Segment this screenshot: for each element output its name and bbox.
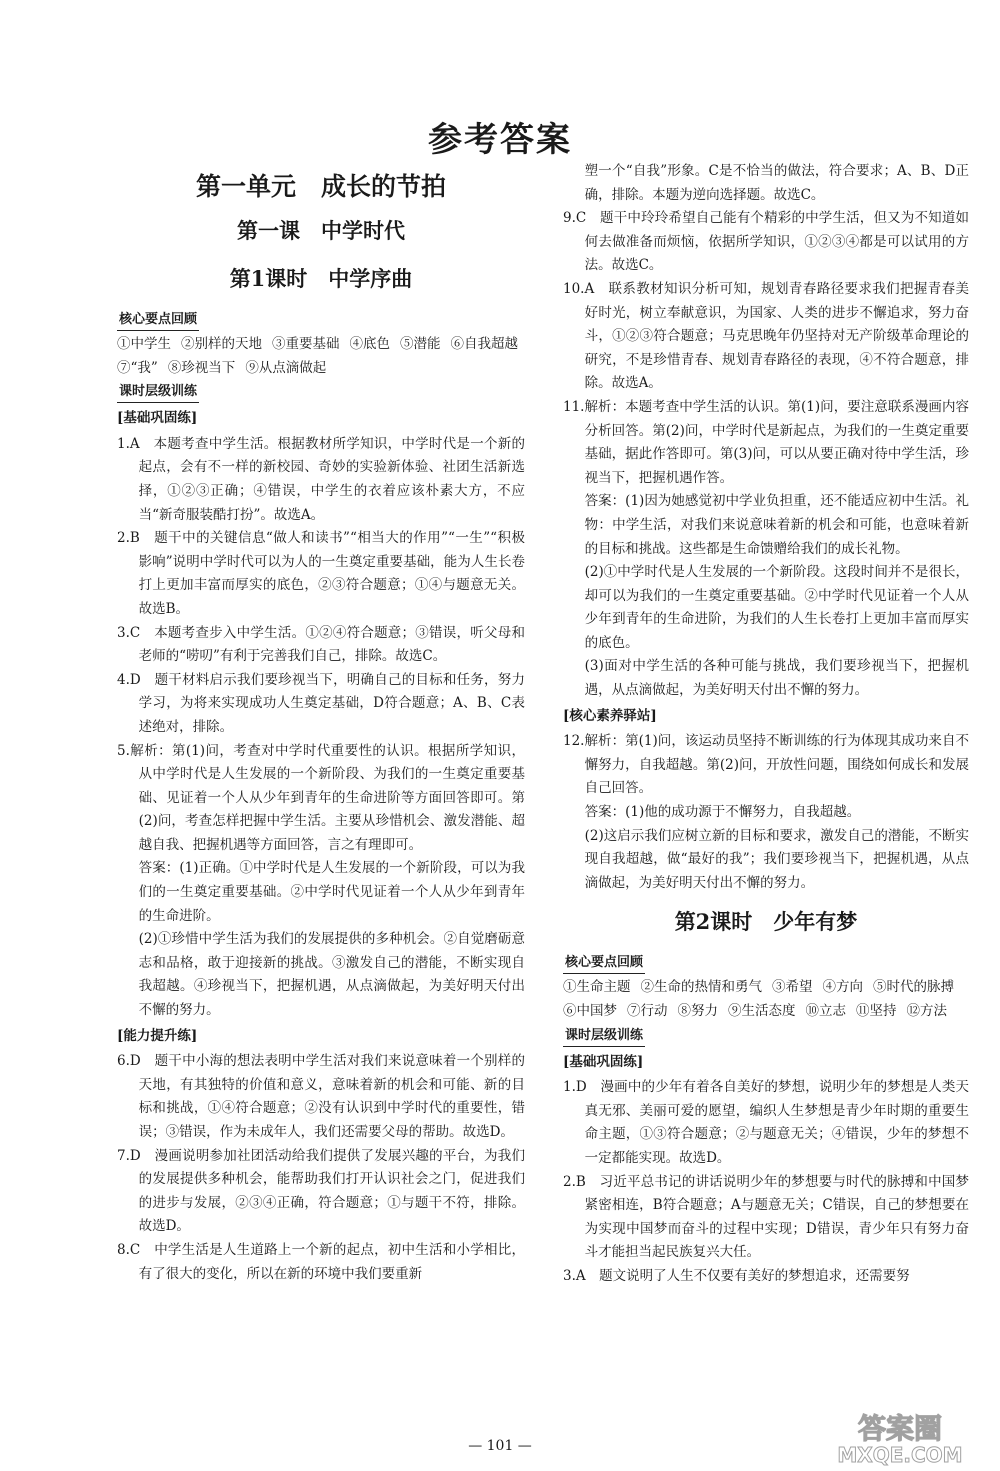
answer-item: 3.A 题文说明了人生不仅要有美好的梦想追求，还需要努	[563, 1267, 910, 1284]
answer-item: 9.C 题干中玲玲希望自己能有个精彩的中学生活，但又为不知道如何去做准备而烦恼，依据所学知识，①②③④都是可以试用的方法。故选C。	[563, 210, 969, 274]
keypoint-list	[563, 976, 969, 1023]
keypoint-item: ⑨生活态度	[728, 1003, 796, 1019]
section-ability: [能力提升练]	[117, 1027, 198, 1044]
period-title: 第1课时 中学序曲	[229, 266, 413, 291]
watermark-url: MXQE.COM	[837, 1443, 963, 1466]
keypoint-item: ⑫方法	[906, 1003, 947, 1019]
period2-title: 第2课时 少年有梦	[674, 909, 858, 935]
section-core-review: 核心要点回顾	[563, 953, 645, 974]
keypoint-item: ④方向	[822, 979, 863, 996]
answer-item: 7.D 漫画说明参加社团活动给我们提供了发展兴趣的平台，为我们的发展提供多种机会，能帮助我们打开认识社会之门，促进我们的进步与发展，②③④正确，符合题意；①与题干不符，排除。故选D。	[117, 1147, 525, 1235]
answer-item: 6.D 题干中小海的想法表明中学生活对我们来说意味着一个别样的天地，有其独特的价值和意义，意味着新的机会和可能、新的目标和挑战，①④符合题意；②没有认识到中学时代的重要性，错误；③错误，作为未成年人，我们还需要父母的帮助。故选D。	[117, 1053, 525, 1140]
watermark-logo-icon	[810, 1408, 990, 1466]
answer-item: 1.D 漫画中的少年有着各自美好的梦想，说明少年的梦想是人类天真无邪、美丽可爱的愿望，编织人生梦想是青少年时期的重要生命主题，①③符合题意；②与题意无关；④错误，少年的梦想不一定都能实现。故选D。	[563, 1079, 969, 1166]
answer-detail: 答案：(1)他的成功源于不懈努力，自我超越。	[584, 804, 861, 821]
answer-item: 2.B 题干中的关键信息“做人和读书”“相当大的作用”“一生”“积极影响”说明中学时代可以为人的一生奠定重要基础，能为人生长卷打上更加丰富而厚实的底色，②③符合题意；①④与题意无关。故选B。	[117, 530, 525, 617]
answer-item: 4.D 题干材料启示我们要珍视当下，明确自己的目标和任务，努力学习，为将来实现成功人生奠定基础，D符合题意；A、B、C表述绝对，排除。	[117, 671, 525, 735]
answer-item: 10.A 联系教材知识分析可知，规划青春路径要求我们把握青春美好时光，树立奉献意识，为国家、人类的进步不懈追求，努力奋斗，①②③符合题意；马克思晚年仍坚持对无产阶级革命理论的研究，不是珍惜青春、规划青春路径的表现，④不符合题意，排除。故选A。	[563, 280, 969, 392]
answer-item: 11.解析：本题考查中学生活的认识。第(1)问，要注意联系漫画内容分析回答。第(2)问，中学时代是新起点，为我们的一生奠定重要基础，据此作答即可。第(3)问，可以从要正确对待中学生活，珍视当下，把握机遇作答。	[563, 398, 969, 486]
answer-item: 3.C 本题考查步入中学生活。①②④符合题意；③错误，听父母和老师的“唠叨”有利于完善我们自己，排除。故选C。	[117, 624, 525, 665]
section-training: 课时层级训练	[117, 382, 199, 403]
keypoint-item: ⑧珍视当下	[167, 359, 236, 376]
keypoint-item: ⑥中国梦	[563, 1003, 617, 1019]
keypoint-item: ⑥自我超越	[450, 336, 518, 352]
section-literacy: [核心素养驿站]	[563, 707, 657, 724]
keypoint-item: ⑦“我”	[117, 359, 158, 376]
page-title: 参考答案	[428, 120, 572, 160]
keypoint-item: ⑪坚持	[856, 1003, 897, 1019]
unit-title: 第一单元 成长的节拍	[195, 172, 446, 201]
keypoint-list	[117, 333, 525, 380]
section-training: 课时层级训练	[563, 1026, 645, 1047]
keypoint-item: ③重要基础	[272, 336, 340, 352]
keypoint-item: ⑧努力	[677, 1003, 718, 1019]
answer-detail: (2)①珍惜中学生活为我们的发展提供的多种机会。②自觉磨砺意志和品格，敢于迎接新的挑战。③激发自己的潜能，不断实现自我超越。④珍视当下，把握机遇，从点滴做起，为美好明天付出不懈的努力。	[138, 931, 525, 1019]
answer-item: 2.B 习近平总书记的讲话说明少年的梦想要与时代的脉搏和中国梦紧密相连，B符合题意；A与题意无关；C错误，自己的梦想要在为实现中国梦而奋斗的过程中实现；D错误，青少年只有努力奋斗才能担当起民族复兴大任。	[563, 1173, 969, 1261]
keypoint-item: ⑦行动	[627, 1003, 668, 1019]
section-basic: [基础巩固练]	[117, 410, 198, 427]
keypoint-item: ⑨从点滴做起	[245, 359, 327, 376]
answer-detail: (3)面对中学生活的各种可能与挑战，我们要珍视当下，把握机遇，从点滴做起，为美好明天付出不懈的努力。	[584, 658, 969, 699]
section-core-review: 核心要点回顾	[117, 310, 199, 331]
keypoint-item: ②别样的天地	[181, 336, 262, 352]
keypoint-item: ⑤潜能	[400, 336, 441, 352]
keypoint-item: ④底色	[349, 336, 390, 352]
keypoint-item: ①生命主题	[563, 979, 631, 996]
section-basic: [基础巩固练]	[563, 1053, 644, 1070]
keypoint-item: ①中学生	[117, 336, 171, 352]
answer-item: 8.C 中学生活是人生道路上一个新的起点，初中生活和小学相比，有了很大的变化，所以在新的环境中我们要重新	[117, 1241, 525, 1282]
left-column	[117, 160, 525, 1286]
lesson-title: 第一课 中学时代	[237, 218, 405, 243]
keypoint-item: ②生命的热情和勇气	[640, 979, 762, 996]
watermark-text: 答案圈	[857, 1412, 943, 1445]
answer-detail: 答案：(1)因为她感觉初中学业负担重，还不能适应初中生活。礼物：中学生活，对我们来说意味着新的机会和可能，也意味着新的目标和挑战。这些都是生命馈赠给我们的成长礼物。	[584, 493, 969, 557]
answer-item: 1.A 本题考查中学生活。根据教材所学知识，中学时代是一个新的起点，会有不一样的新校园、奇妙的实验新体验、社团生活新选择，①②③正确；④错误，中学生的衣着应该朴素大方，不应当“新奇服装酷打扮”。故选A。	[117, 435, 525, 523]
answer-detail: (2)①中学时代是人生发展的一个新阶段。这段时间并不是很长，却可以为我们的一生奠定重要基础。②中学时代见证着一个人从少年到青年的生命进阶，为我们的人生长卷打上更加丰富而厚实的底色。	[584, 564, 969, 651]
keypoint-item: ③希望	[772, 979, 813, 996]
answer-item: 12.解析：第(1)问，该运动员坚持不断训练的行为体现其成功来自不懈努力，自我超越。第(2)问，开放性问题，围绕如何成长和发展自己回答。	[563, 733, 969, 797]
answer-detail: 塑一个“自我”形象。C是不恰当的做法，符合要求；A、B、D正确，排除。本题为逆向选择题。故选C。	[584, 163, 969, 203]
answer-detail: (2)这启示我们应树立新的目标和要求，激发自己的潜能，不断实现自我超越，做“最好的我”；我们要珍视当下，把握机遇，从点滴做起，为美好明天付出不懈的努力。	[584, 827, 969, 891]
right-column	[563, 160, 969, 1289]
answer-item: 5.解析：第(1)问，考查对中学时代重要性的认识。根据所学知识，从中学时代是人生发展的一个新阶段、为我们的一生奠定重要基础、见证着一个人从少年到青年的生命进阶等方面回答即可。第(2)问，考查怎样把握中学生活。主要从珍惜机会、激发潜能、超越自我、把握机遇等方面回答，言之有理即可。	[117, 742, 525, 853]
keypoint-item: ⑩立志	[805, 1003, 846, 1019]
page-number: — 101 —	[468, 1438, 532, 1454]
answer-detail: 答案：(1)正确。①中学时代是人生发展的一个新阶段，可以为我们的一生奠定重要基础。②中学时代见证着一个人从少年到青年的生命进阶。	[138, 860, 525, 924]
keypoint-item: ⑤时代的脉搏	[873, 979, 954, 996]
